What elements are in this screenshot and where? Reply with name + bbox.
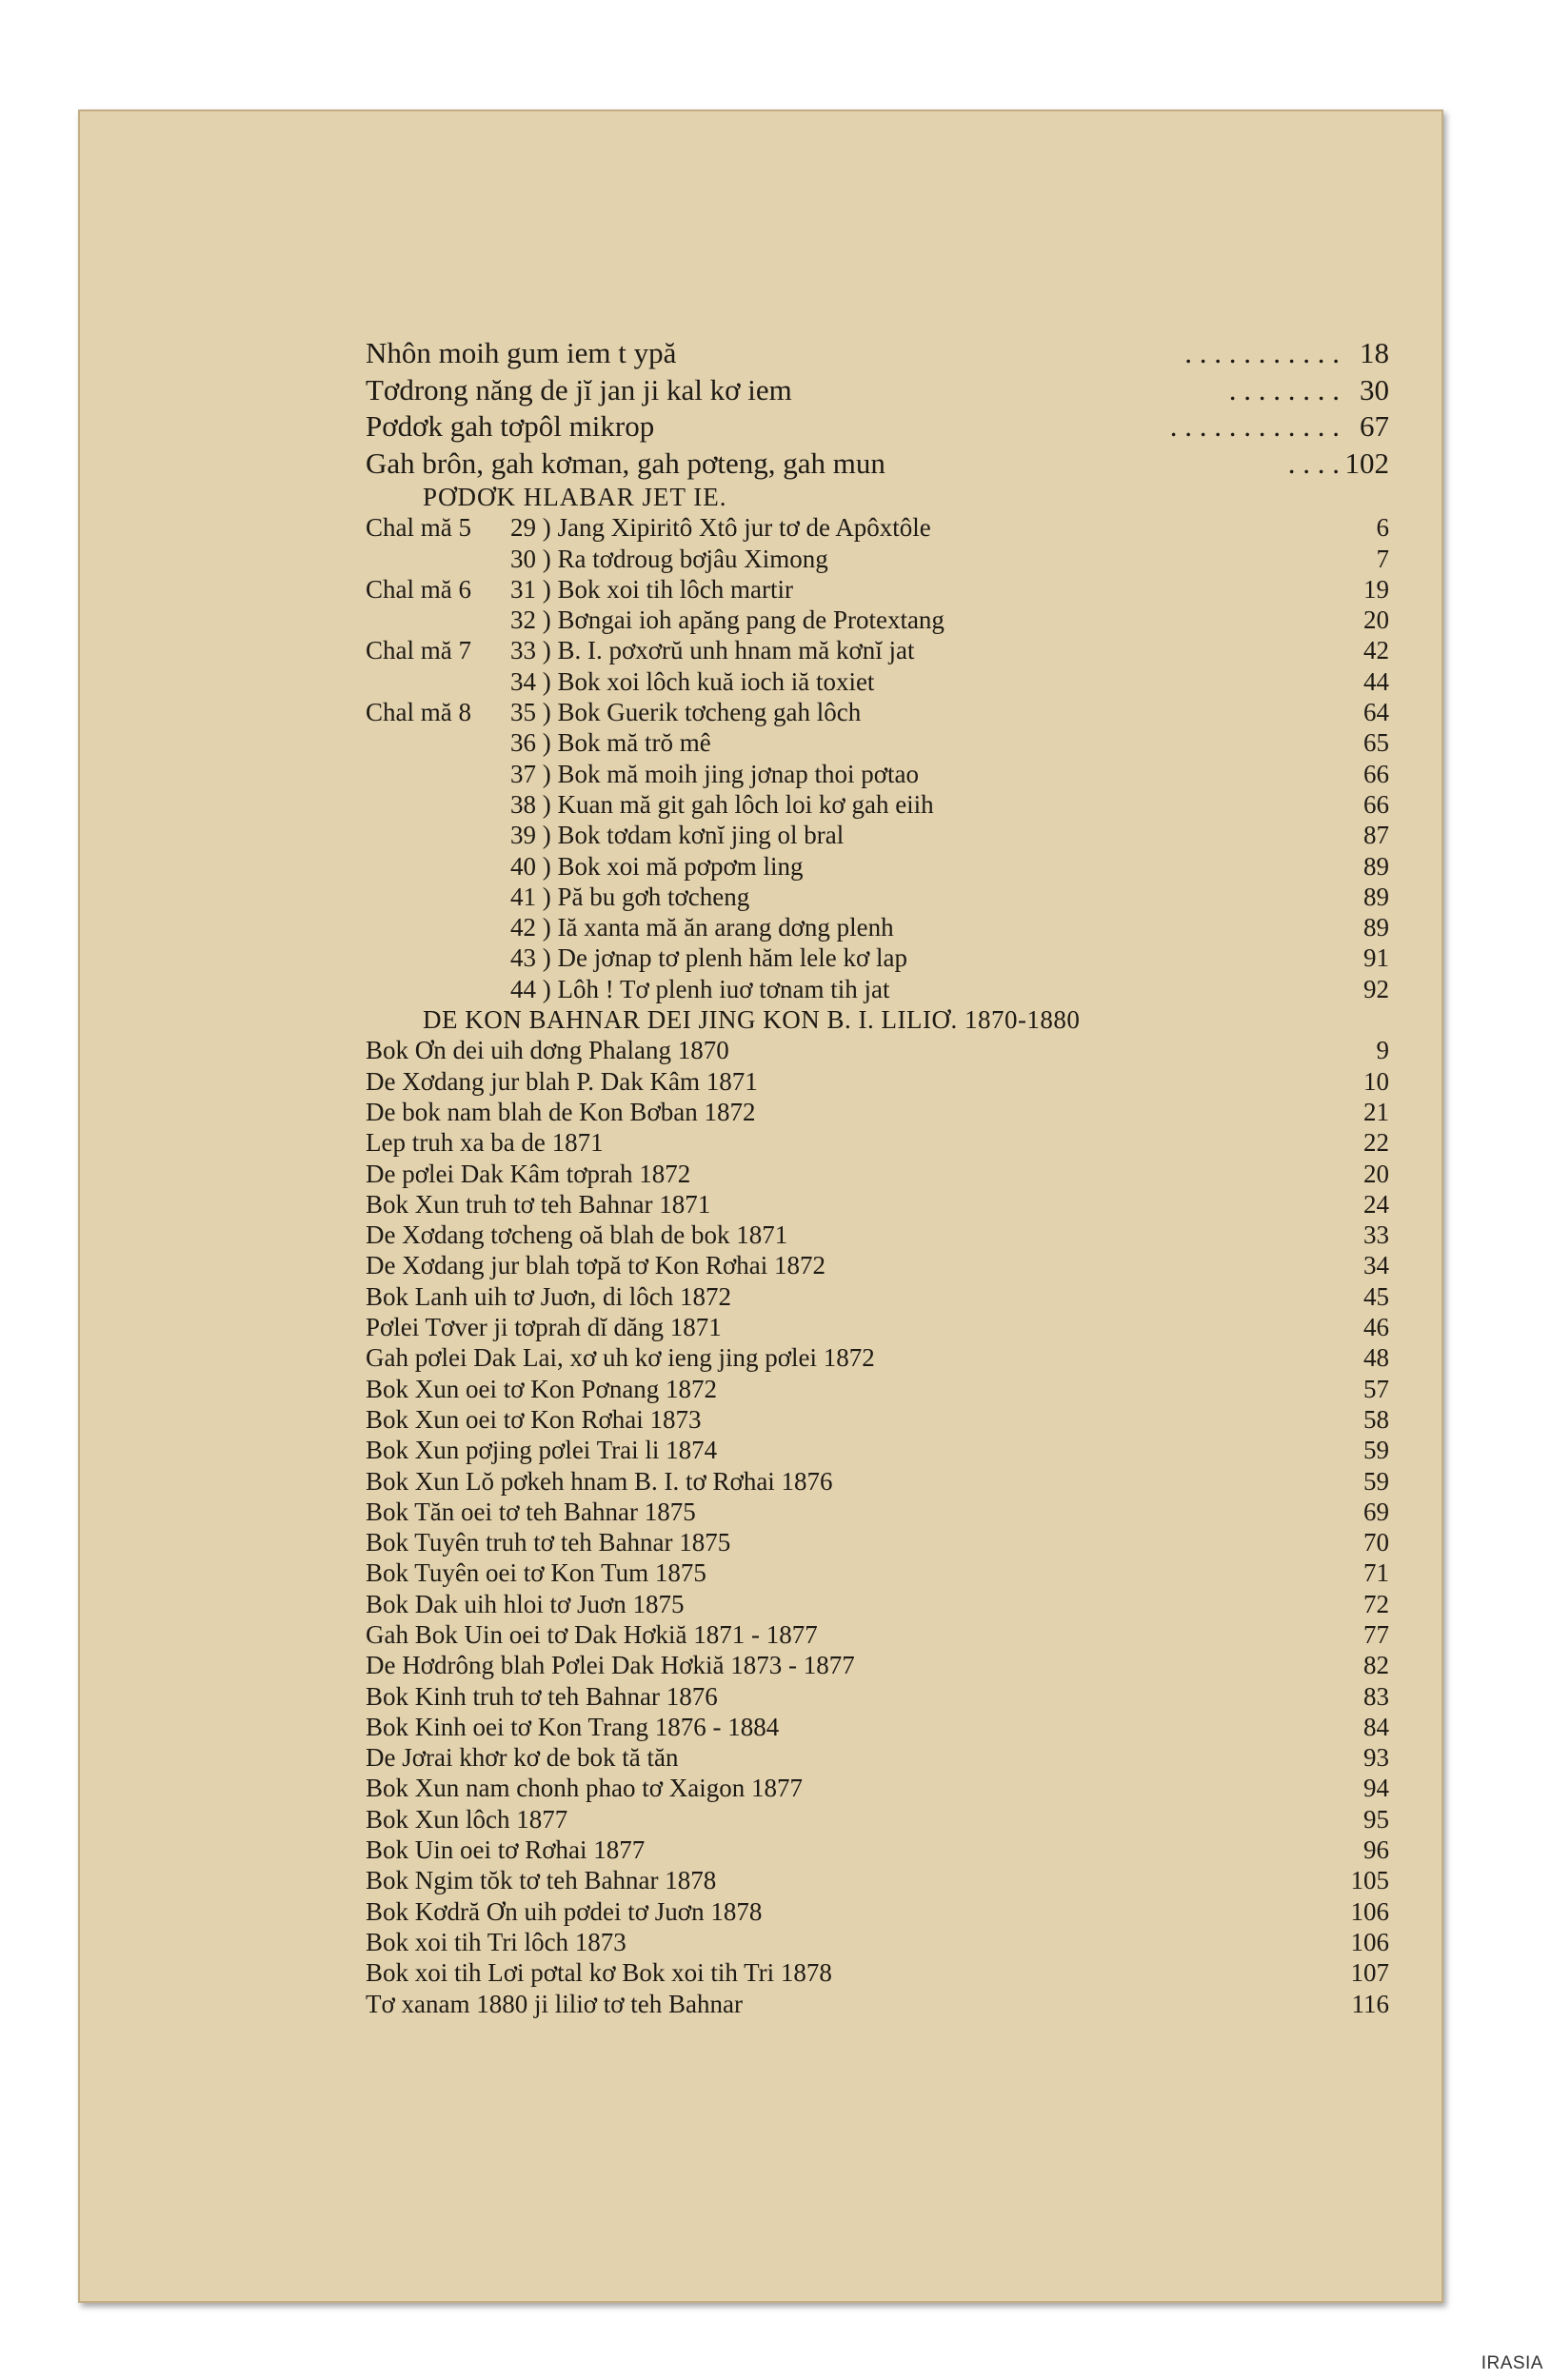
toc-entry [366,1989,1389,2019]
entry-page: 82 [1363,1651,1389,1680]
toc-entry [366,851,1389,882]
entry-title: Bok Tuyên oei tơ Kon Tum 1875 [366,1558,706,1588]
entry-page: 70 [1363,1528,1389,1557]
toc-entry [366,1097,1389,1127]
toc-entry [366,574,1389,605]
toc-entry [366,789,1389,820]
toc-entry [366,912,1389,942]
entry-title: Nhôn moih gum iem t ypă [366,336,677,369]
section-heading [366,482,1389,512]
entry-page: 66 [1363,789,1389,819]
entry-title: 30 ) Ra tơdroug bơjâu Ximong [510,544,828,573]
toc-entry [366,1527,1389,1557]
entry-page: 46 [1363,1313,1389,1342]
toc-entry [366,1250,1389,1280]
toc-entry [366,1312,1389,1342]
entry-page: 22 [1363,1128,1389,1158]
toc-entry [366,1927,1389,1957]
entry-title: Bok Xun truh tơ teh Bahnar 1871 [366,1189,711,1219]
toc-entry [366,974,1389,1004]
toc-entry [366,335,1389,372]
toc-entry [366,1957,1389,1988]
entry-title: Bok Tuyên truh tơ teh Bahnar 1875 [366,1528,731,1557]
entry-title: Bok Kơdră Ơn uih pơdei tơ Juơn 1878 [366,1896,763,1926]
table-of-contents [366,335,1389,2019]
toc-entry [366,1804,1389,1835]
toc-entry [366,1742,1389,1773]
entry-page: 42 [1363,636,1389,665]
entry-title: Bok Lanh uih tơ Juơn, di lôch 1872 [366,1281,732,1311]
entry-page: 102 [1344,446,1389,480]
entry-page: 18 [1360,336,1389,369]
entry-title: Bok Ơn dei uih dơng Phalang 1870 [366,1036,729,1065]
entry-page: 95 [1363,1804,1389,1834]
toc-entry [366,1650,1389,1680]
entry-page: 84 [1363,1712,1389,1741]
entry-title: 32 ) Bơngai ioh apăng pang de Protextang [510,605,945,635]
entry-title: De Xơdang jur blah P. Dak Kâm 1871 [366,1066,758,1096]
toc-entry [366,820,1389,850]
toc-entry [366,408,1389,446]
entry-title: 29 ) Jang Xipiritô Xtô jur tơ de Apôxtôle [510,513,931,543]
toc-entry [366,1281,1389,1312]
entry-page: 72 [1363,1589,1389,1618]
entry-page: 7 [1376,544,1389,573]
entry-page: 30 [1360,372,1389,407]
entry-page: 93 [1363,1743,1389,1773]
toc-entry [366,727,1389,758]
entry-page: 89 [1363,851,1389,881]
entry-title: 38 ) Kuan mă git gah lôch loi kơ gah eiih [510,789,934,819]
entry-title: Bok Xun oei tơ Kon Rơhai 1873 [366,1404,702,1434]
toc-entry [366,512,1389,543]
entry-page: 21 [1363,1097,1389,1126]
toc-entry [366,1342,1389,1373]
entry-page: 89 [1363,913,1389,942]
entry-page: 24 [1363,1189,1389,1219]
entry-title: Bok Dak uih hloi tơ Juơn 1875 [366,1589,685,1618]
toc-entry [366,1159,1389,1189]
entry-title: 34 ) Bok xoi lôch kuă ioch iă toxiet [510,666,875,696]
watermark: IRASIA [1481,2353,1543,2373]
entry-page: 105 [1350,1866,1389,1895]
entry-title: Tơ xanam 1880 ji liliơ tơ teh Bahnar [366,1989,744,2018]
entry-page: 58 [1363,1404,1389,1434]
entry-title: Pơdơk gah tơpôl mikrop [366,409,655,443]
toc-entry [366,697,1389,727]
entry-page: 91 [1363,943,1389,973]
entry-page: 10 [1363,1066,1389,1096]
entry-title: Bok Xun pơjing pơlei Trai li 1874 [366,1436,718,1465]
entry-page: 94 [1363,1774,1389,1803]
entry-page: 96 [1363,1835,1389,1865]
toc-entry [366,1127,1389,1158]
entry-page: 69 [1363,1497,1389,1526]
toc-entry [366,942,1389,973]
toc-entry [366,1835,1389,1865]
entry-title: Bok Xun nam chonh phao tơ Xaigon 1877 [366,1774,803,1803]
toc-entry [366,1435,1389,1465]
entry-page: 65 [1363,728,1389,758]
toc-entry [366,1589,1389,1619]
entry-title: 36 ) Bok mă trŏ mê [510,728,711,758]
entry-page: 106 [1350,1927,1389,1956]
entry-page: 19 [1363,574,1389,604]
entry-page: 59 [1363,1436,1389,1465]
toc-entry [366,372,1389,409]
entry-page: 71 [1363,1558,1389,1588]
toc-entry [366,1681,1389,1712]
entry-title: Bok Tăn oei tơ teh Bahnar 1875 [366,1497,696,1526]
entry-title: 33 ) B. I. pơxơrŭ unh hnam mă kơnĭ jat [510,636,915,665]
entry-title: 35 ) Bok Guerik tơcheng gah lôch [510,698,862,727]
entry-leader: . . . . . . . . . . . . [1169,409,1340,443]
entry-title: De pơlei Dak Kâm tơprah 1872 [366,1159,691,1188]
entry-page: 116 [1351,1989,1389,2018]
entry-title: Bok Xun lôch 1877 [366,1804,568,1834]
entry-title: 37 ) Bok mă moih jing jơnap thoi pơtao [510,759,920,788]
entry-page: 107 [1350,1958,1389,1988]
toc-entry [366,1404,1389,1435]
toc-entry [366,1374,1389,1404]
entry-title: Bok Ngim tŏk tơ teh Bahnar 1878 [366,1866,717,1895]
entry-title: Pơlei Tơver ji tơprah dĭ dăng 1871 [366,1313,722,1342]
entry-page: 89 [1363,882,1389,911]
toc-entry [366,544,1389,574]
entry-page: 64 [1363,698,1389,727]
entry-page: 34 [1363,1251,1389,1280]
entry-page: 44 [1363,666,1389,696]
entry-title: Bok Uin oei tơ Rơhai 1877 [366,1835,646,1865]
section-heading [366,1004,1389,1035]
toc-entry [366,1557,1389,1588]
section-one-list [366,512,1389,1004]
entry-title: De Jơrai khơr kơ de bok tă tăn [366,1743,679,1773]
entry-page: 20 [1363,605,1389,635]
entry-title: Tơdrong năng de jĭ jan ji kal kơ iem [366,372,792,407]
entry-page: 83 [1363,1681,1389,1711]
toc-entry [366,1497,1389,1527]
entry-page: 6 [1376,513,1389,543]
toc-entry [366,1896,1389,1927]
entry-page: 106 [1350,1896,1389,1926]
entry-title: Bok Kinh oei tơ Kon Trang 1876 - 1884 [366,1712,780,1741]
toc-entry [366,635,1389,665]
toc-entry [366,1189,1389,1220]
toc-entry [366,1466,1389,1497]
entry-title: Bok Xun Lŏ pơkeh hnam B. I. tơ Rơhai 1876 [366,1466,833,1496]
toc-entry [366,1773,1389,1803]
entry-title: 43 ) De jơnap tơ plenh hăm lele kơ lap [510,943,907,973]
toc-entry [366,666,1389,697]
entry-title: De Hơdrông blah Pơlei Dak Hơkiă 1873 - 1877 [366,1651,855,1680]
entry-title: De Xơdang jur blah tơpă tơ Kon Rơhai 1872 [366,1251,826,1280]
entry-page: 9 [1376,1036,1389,1065]
entry-title: Gah Bok Uin oei tơ Dak Hơkiă 1871 - 1877 [366,1619,818,1649]
entry-page: 48 [1363,1343,1389,1373]
entry-page: 87 [1363,821,1389,850]
entry-title: Bok xoi tih Tri lôch 1873 [366,1927,626,1956]
toc-entry [366,1035,1389,1065]
entry-leader: . . . . . . . . . . . [1184,336,1340,369]
entry-title: 41 ) Pă bu gơh tơcheng [510,882,750,911]
entry-title: 42 ) Iă xanta mă ăn arang dơng plenh [510,913,894,942]
entry-title: De bok nam blah de Kon Bơban 1872 [366,1097,756,1126]
entry-page: 20 [1363,1159,1389,1188]
entry-leader: . . . . . . . . [1228,372,1340,407]
entry-title: 44 ) Lôh ! Tơ plenh iuơ tơnam tih jat [510,974,890,1003]
entry-page: 33 [1363,1220,1389,1250]
entry-page: 67 [1360,409,1389,443]
toc-entry [366,1066,1389,1097]
entry-title: Bok Xun oei tơ Kon Pơnang 1872 [366,1374,718,1403]
entry-chapter-label: Chal mă 8 [366,698,471,727]
entry-page: 45 [1363,1281,1389,1311]
entry-title: Gah brôn, gah kơman, gah pơteng, gah mun [366,446,885,480]
entry-chapter-label: Chal mă 5 [366,513,471,543]
toc-entry [366,1865,1389,1895]
entry-page: 77 [1363,1619,1389,1649]
entry-leader: . . . . [1287,446,1340,480]
toc-entry [366,446,1389,483]
toc-entry [366,1220,1389,1250]
toc-entry [366,1712,1389,1742]
section-title: PƠDƠK HLABAR JET IE. [423,483,727,511]
entry-title: 40 ) Bok xoi mă pơpơm ling [510,851,804,881]
section-two-list [366,1035,1389,2019]
entry-title: 39 ) Bok tơdam kơnĭ jing ol bral [510,821,845,850]
entry-page: 92 [1363,974,1389,1003]
toc-entry [366,605,1389,635]
toc-entry [366,882,1389,912]
entry-chapter-label: Chal mă 7 [366,636,471,665]
entry-page: 66 [1363,759,1389,788]
book-page [78,109,1443,2303]
section-title: DE KON BAHNAR DEI JING KON B. I. LILIƠ. 1870-1880 [423,1005,1081,1035]
entry-title: 31 ) Bok xoi tih lôch martir [510,574,793,604]
entry-title: Bok Kinh truh tơ teh Bahnar 1876 [366,1681,718,1711]
entry-title: De Xơdang tơcheng oă blah de bok 1871 [366,1220,788,1250]
entry-chapter-label: Chal mă 6 [366,574,471,604]
toc-entry [366,759,1389,789]
entry-page: 57 [1363,1374,1389,1403]
entry-title: Lep truh xa ba de 1871 [366,1128,604,1158]
entry-page: 59 [1363,1466,1389,1496]
entry-title: Gah pơlei Dak Lai, xơ uh kơ ieng jing pơlei 1872 [366,1343,875,1373]
toc-entry [366,1619,1389,1650]
entry-title: Bok xoi tih Lơi pơtal kơ Bok xoi tih Tri 1878 [366,1958,832,1988]
